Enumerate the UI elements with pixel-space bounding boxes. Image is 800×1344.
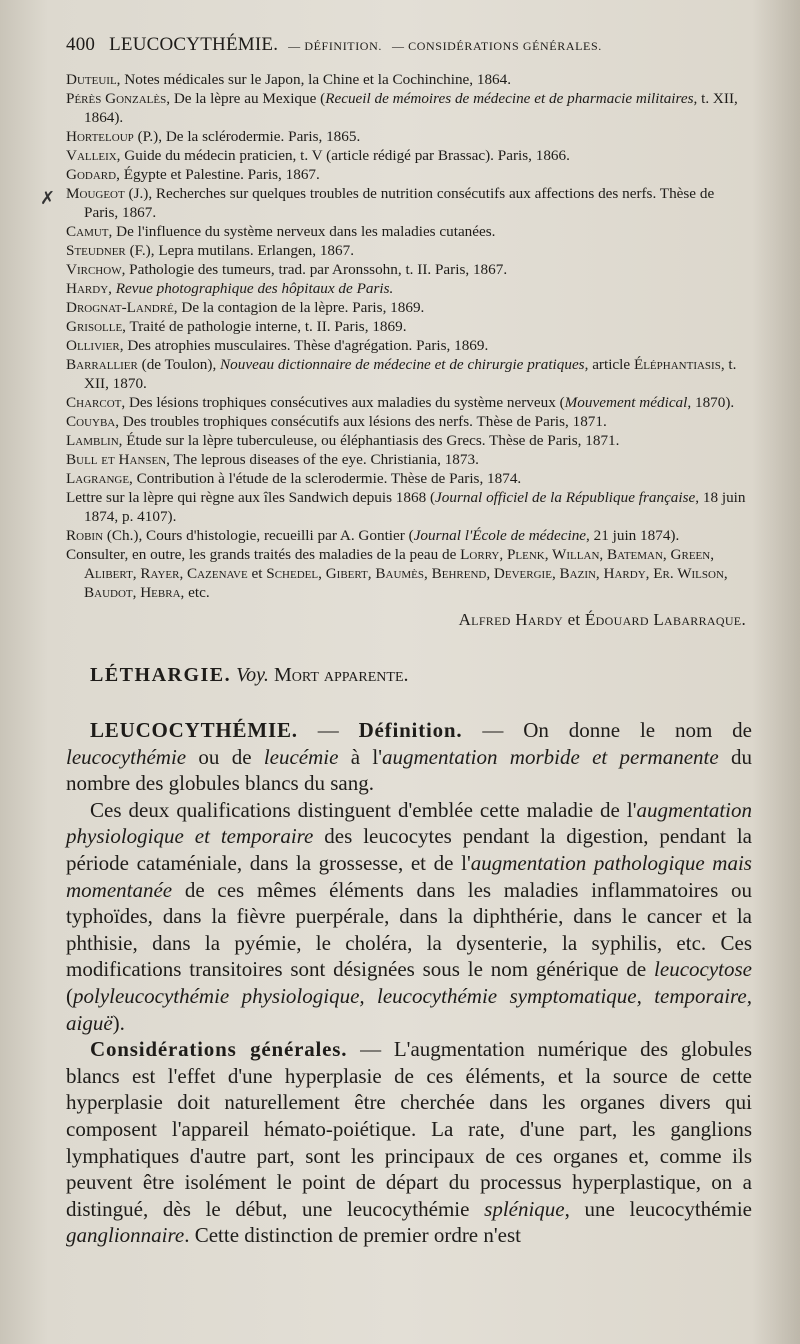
bibliography <box>66 70 752 602</box>
reference-item: Robin (Ch.), Cours d'histologie, recueilli par A. Gontier (Journal l'École de médecine, 21 juin 1874). <box>66 527 680 544</box>
reference-item: Virchow, Pathologie des tumeurs, trad. par Aronssohn, t. II. Paris, 1867. <box>66 261 508 278</box>
reference-item: Horteloup (P.), De la sclérodermie. Paris, 1865. <box>66 128 361 145</box>
article-body <box>66 717 752 1249</box>
margin-mark: ✗ <box>40 188 56 208</box>
lethargie-entry: LÉTHARGIE. Voy. Mort apparente. <box>90 664 409 686</box>
entry-headword: LEUCOCYTHÉMIE. <box>90 718 298 742</box>
reference-item: Ollivier, Des atrophies musculaires. Thèse d'agrégation. Paris, 1869. <box>66 337 489 354</box>
reference-item: Valleix, Guide du médecin praticien, t. V (article rédigé par Brassac). Paris, 1866. <box>66 147 570 164</box>
reference-item: Drognat-Landré, De la contagion de la lèpre. Paris, 1869. <box>66 299 425 316</box>
reference-item: Camut, De l'influence du système nerveux dans les maladies cutanées. <box>66 223 496 240</box>
cross-reference: Mort apparente <box>273 664 404 686</box>
entry-headword: LÉTHARGIE. <box>90 664 232 686</box>
reference-item: Lettre sur la lèpre qui règne aux îles Sandwich depuis 1868 (Journal officiel de la République française, 18 juin 1874, p. 4107). <box>66 489 746 525</box>
reference-item: Couyba, Des troubles trophiques consécutifs aux lésions des nerfs. Thèse de Paris, 1871. <box>66 413 607 430</box>
reference-item: Lamblin, Étude sur la lèpre tuberculeuse, ou éléphantiasis des Grecs. Thèse de Paris, 1871. <box>66 432 620 449</box>
reference-item: Hardy, Revue photographique des hôpitaux de Paris. <box>66 280 394 297</box>
section-heading: Considérations générales. <box>90 1037 348 1062</box>
reference-item: Steudner (F.), Lepra mutilans. Erlangen, 1867. <box>66 242 355 259</box>
reference-item: Charcot, Des lésions trophiques consécutives aux maladies du système nerveux (Mouvement médical, 1870). <box>66 394 735 411</box>
paragraph: Ces deux qualifications distinguent d'emblée cette maladie de l'augmentation physiologique et temporaire des leucocytes pendant la digestion, pendant la période cataméniale, dans la grossesse, et de l'augmentation pathologique mais momentanée de ces mêmes éléments dans les maladies inflammatoires ou typhoïdes, dans la fièvre puerpérale, dans la diphthérie, dans le cancer et la phthisie, dans la pyémie, le choléra, la dysenterie, la syphilis, etc. Ces modifications transitoires sont désignées sous le nom générique de leucocytose (polyleucocythémie physiologique, leucocythémie symptomatique, temporaire, aiguë). <box>66 797 752 1035</box>
paragraph: LEUCOCYTHÉMIE. — Définition. — On donne le nom de leucocythémie ou de leucémie à l'augmentation morbide et permanente du nombre des globules blancs du sang. <box>66 718 752 796</box>
reference-item: Grisolle, Traité de pathologie interne, t. II. Paris, 1869. <box>66 318 407 335</box>
running-title: LEUCOCYTHÉMIE. <box>109 34 279 55</box>
running-header <box>66 34 752 56</box>
paragraph: Considérations générales. — L'augmentation numérique des globules blancs est l'effet d'une hyperplasie de ces éléments, et la source de cette hyperplasie doit naturellement être cherchée dans les organes divers qui composent l'appareil hémato-poiétique. La rate, d'une part, les ganglions lymphatiques d'autre part, sont les principaux de ces organes et, comme ils peuvent être isolément le point de départ du processus hyperplastique, on a distingué, dès le début, une leucocythémie splénique, une leucocythémie ganglionnaire. Cette distinction de premier ordre n'est <box>66 1037 753 1248</box>
reference-item: Consulter, en outre, les grands traités des maladies de la peau de Lorry, Plenk, Willan, Bateman, Green, Alibert, Rayer, Cazenave et Schedel, Gibert, Baumès, Behrend, Devergie, Bazin, Hardy, Er. Wilson, Baudot, Hebra, etc. <box>66 546 728 601</box>
header-section-1: — DÉFINITION. <box>288 39 382 53</box>
reference-item: Bull et Hansen, The leprous diseases of the eye. Christiania, 1873. <box>66 451 479 468</box>
reference-item: Pérès Gonzalès, De la lèpre au Mexique (Recueil de mémoires de médecine et de pharmacie militaires, t. XII, 1864). <box>66 90 738 126</box>
page-number: 400 <box>66 34 96 55</box>
section-heading: Définition. <box>358 718 463 742</box>
reference-item: Godard, Égypte et Palestine. Paris, 1867. <box>66 166 320 183</box>
reference-item: Barrallier (de Toulon), Nouveau dictionnaire de médecine et de chirurgie pratiques, article Éléphantiasis, t. XII, 1870. <box>66 356 737 392</box>
reference-item: Duteuil, Notes médicales sur le Japon, la Chine et la Cochinchine, 1864. <box>66 71 512 88</box>
reference-item: Lagrange, Contribution à l'étude de la sclerodermie. Thèse de Paris, 1874. <box>66 470 522 487</box>
article-signature: Alfred Hardy et Édouard Labarraque. <box>458 610 746 629</box>
reference-item: Mougeot (J.), Recherches sur quelques troubles de nutrition consécutifs aux affections des nerfs. Thèse de Paris, 1867. <box>66 185 715 221</box>
header-section-2: — CONSIDÉRATIONS GÉNÉRALES. <box>391 39 602 53</box>
